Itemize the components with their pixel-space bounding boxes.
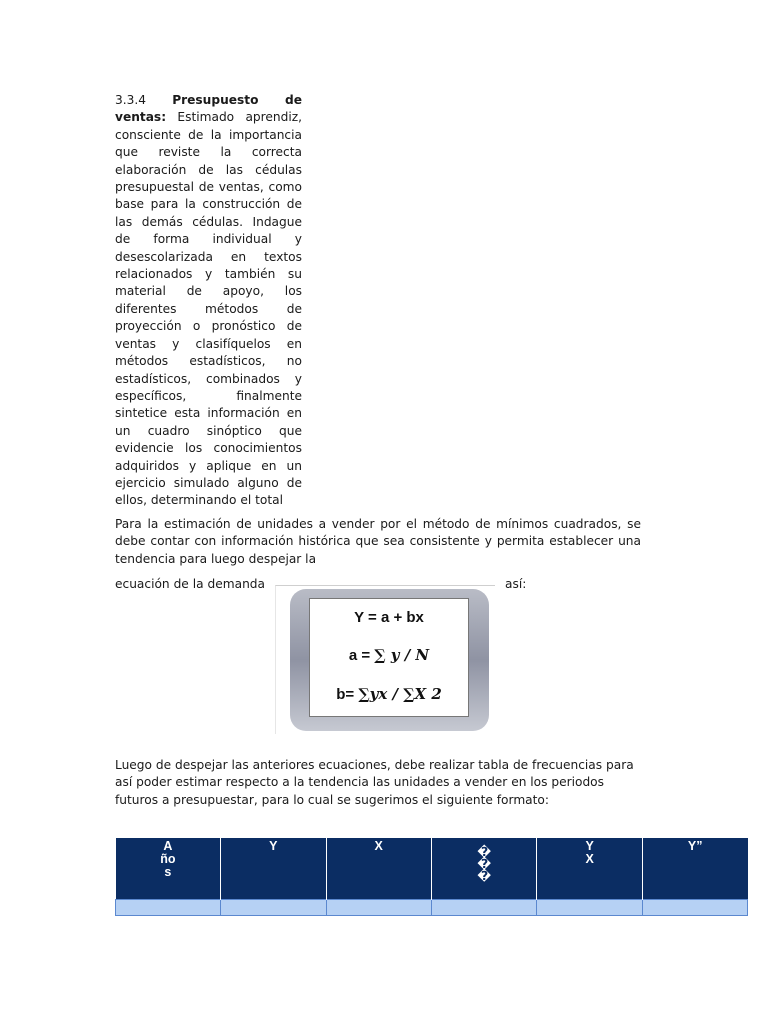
header-y-label: Y [269, 839, 278, 853]
header-anos-label: A ño s [160, 839, 176, 879]
frequency-table [115, 838, 748, 916]
header-x [326, 838, 431, 900]
equation-lead-text: ecuación de la demanda [115, 577, 265, 591]
header-y-double-prime-label: Y” [687, 839, 703, 853]
section-heading: Presupuesto de ventas: [115, 93, 302, 125]
formula-2-prefix: a = [348, 647, 375, 664]
table-cell [221, 900, 326, 916]
table-cell [326, 900, 431, 916]
table-cell [642, 900, 747, 916]
formula-3-math: ∑yx / ∑X 2 [358, 685, 442, 703]
header-y-double-prime [642, 838, 747, 900]
header-yx [537, 838, 642, 900]
header-anos [116, 838, 221, 900]
formula-2-math: ∑ y / N [374, 646, 430, 664]
method-paragraph: Para la estimación de unidades a vender por el método de mínimos cuadrados, se debe contar con información histórica que sea consistente y permita establecer una tendencia para luego despejar la [115, 517, 641, 566]
formula-panel [309, 598, 469, 717]
table-intro-paragraph: Luego de despejar las anteriores ecuaciones, debe realizar tabla de frecuencias para así poder estimar respecto a la tendencia las unidades a vender en los periodos futuros a presupuestar, para lo cual se sugerimos el siguiente formato: [115, 758, 634, 807]
header-y [221, 838, 326, 900]
formula-line-1: Y = a + bx [354, 609, 424, 626]
table-cell [116, 900, 221, 916]
table-cell [431, 900, 537, 916]
intro-paragraph [115, 92, 302, 510]
formula-line-3 [310, 685, 468, 703]
formula-line-2 [310, 646, 468, 664]
section-number: 3.3.4 [115, 93, 147, 107]
formula-3-prefix: b= [336, 686, 359, 703]
table-cell [537, 900, 642, 916]
header-unknown-symbol [431, 838, 537, 900]
header-x-label: X [374, 839, 383, 853]
table-row [116, 900, 748, 916]
table-header-row [116, 838, 748, 900]
equation-trail-text: así: [505, 577, 527, 591]
header-yx-label: Y X [585, 839, 594, 866]
intro-body: Estimado aprendiz, consciente de la importancia que reviste la correcta elaboración de las cédulas presupuestal de ventas, como base para la construcción de las demás cédulas. Indague de forma individual y desescolarizada en textos relacionados y también su material de apoyo, los diferentes métodos de proyección o pronóstico de ventas y clasifíquelos en métodos estadísticos, no estadísticos, combinados y específicos, finalmente sintetice esta información en un cuadro sinóptico que evidencie los conocimientos adquiridos y aplique en un ejercicio simulado alguno de ellos, determinando el total [115, 110, 303, 508]
header-unknown-symbol-label: � � � [477, 844, 492, 883]
formula-image [290, 589, 489, 731]
